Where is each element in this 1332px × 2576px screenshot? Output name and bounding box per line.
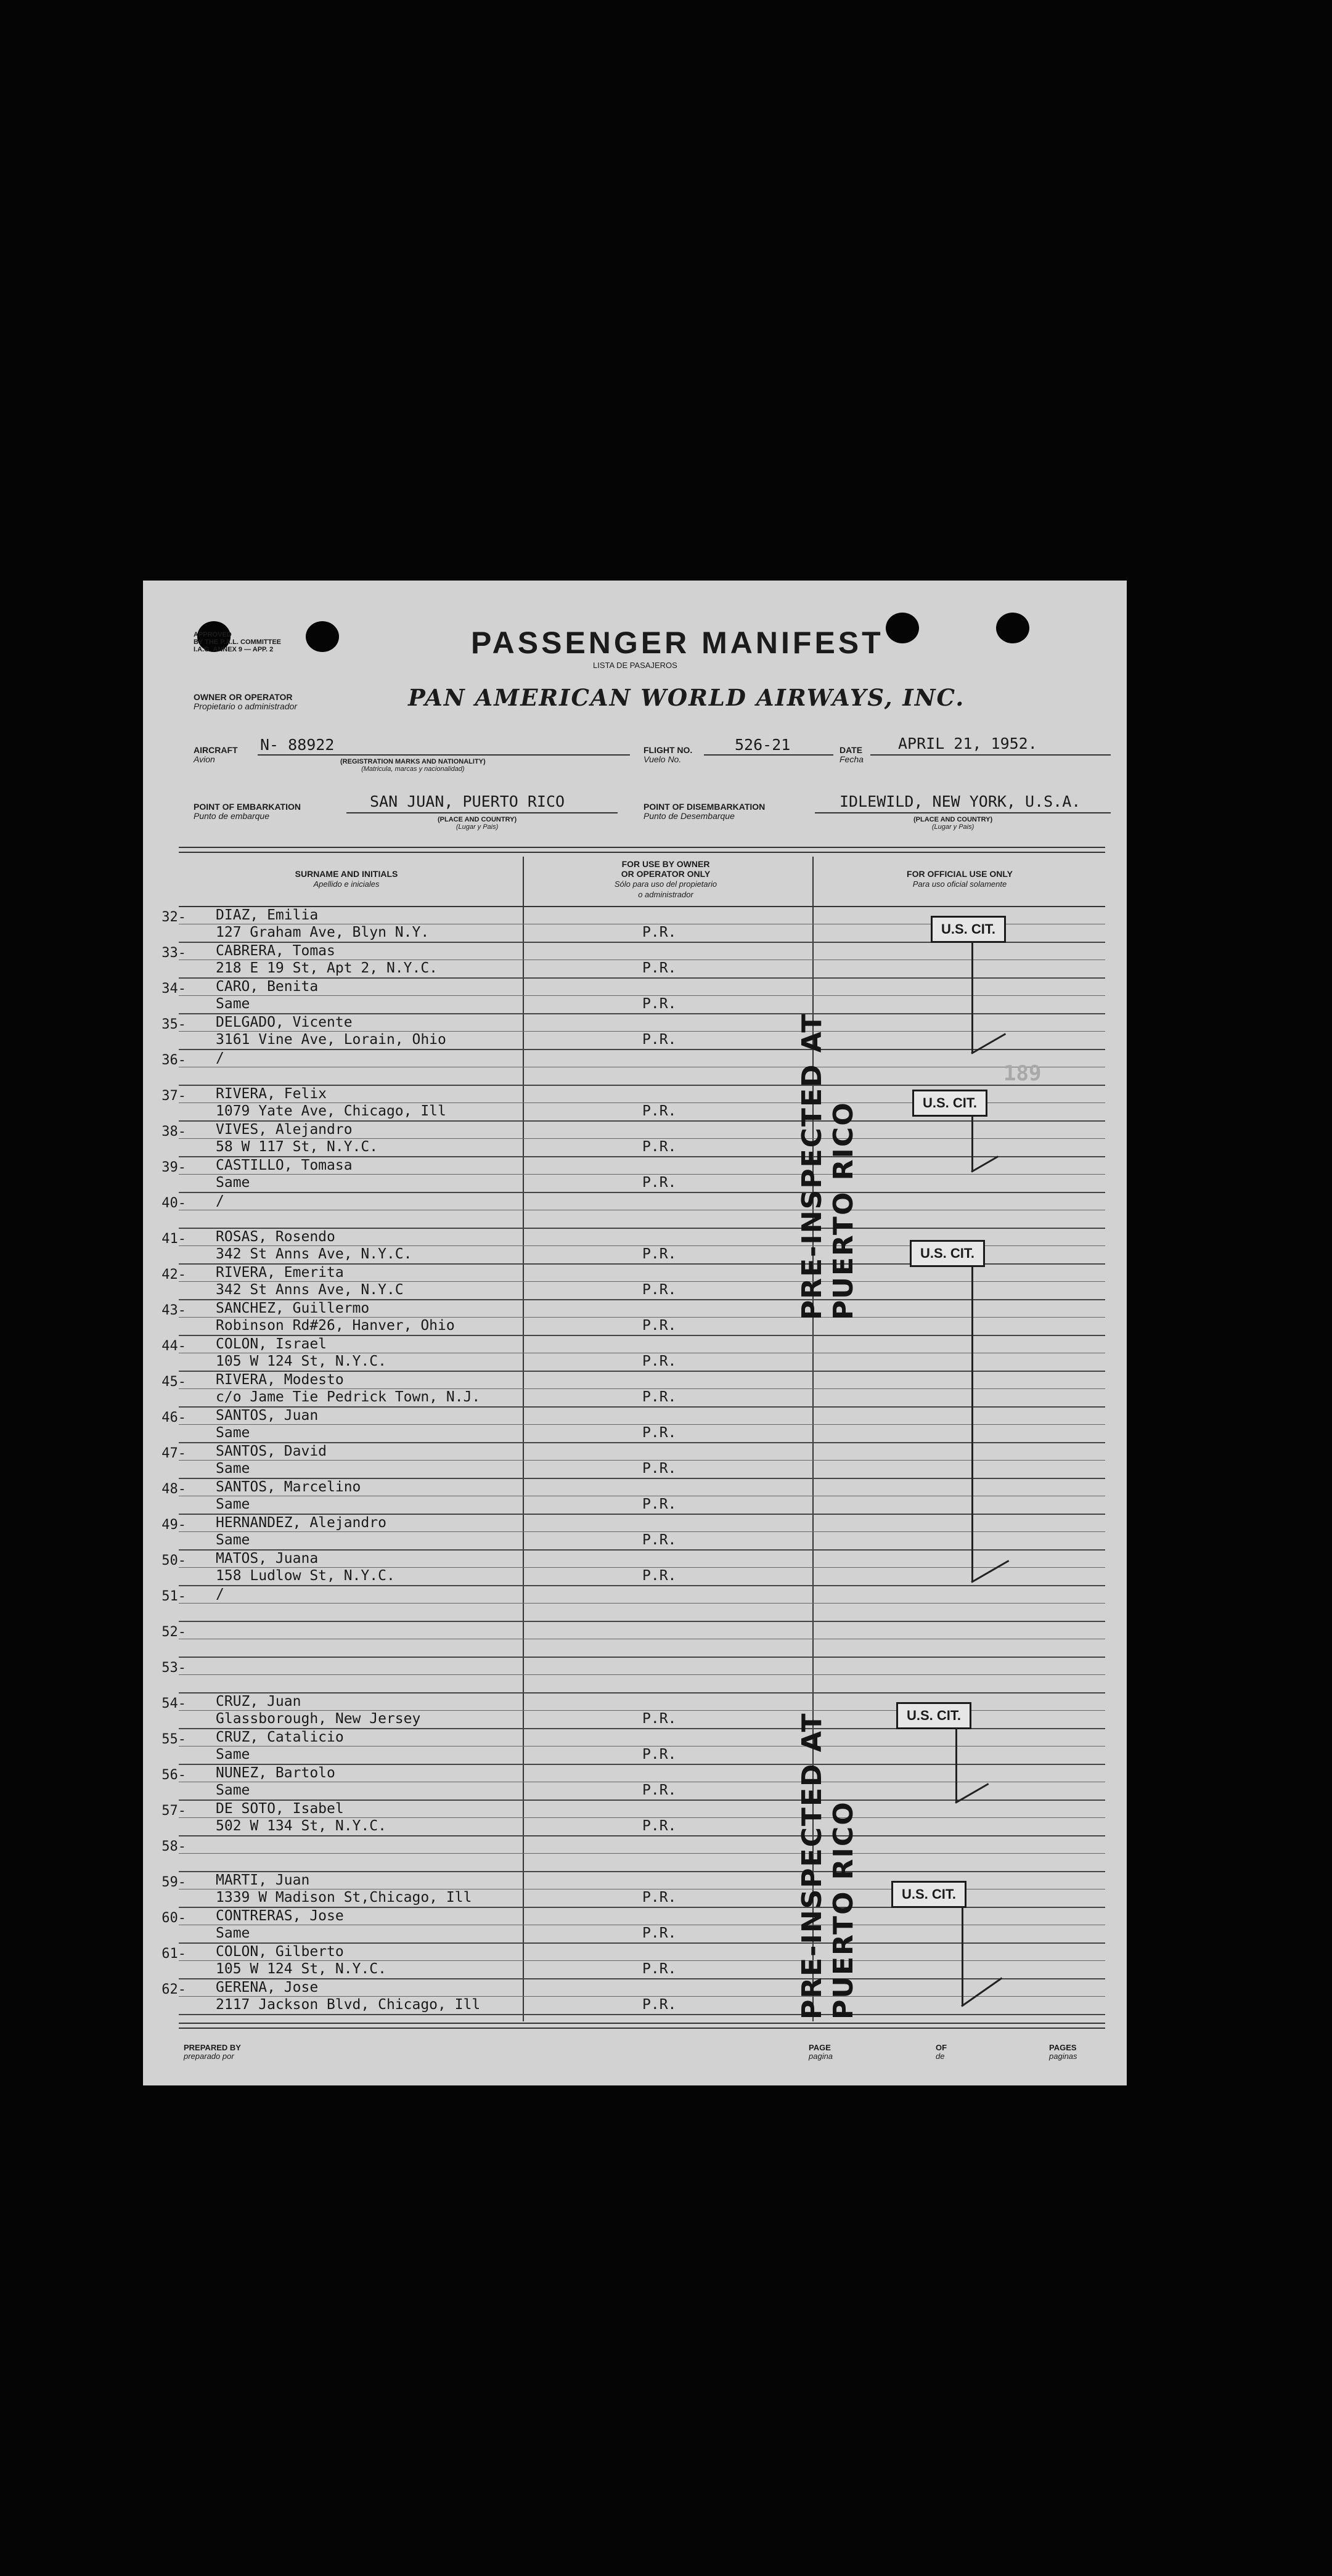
page-title: PASSENGER MANIFEST [471, 626, 884, 660]
row-divider [179, 2014, 1105, 2015]
row-number: 44- [161, 1339, 186, 1354]
bracket-tick [961, 1977, 1002, 2007]
row-divider [179, 1621, 1105, 1622]
aircraft-field-line [258, 754, 630, 756]
row-number: 50- [161, 1553, 186, 1568]
row-number: 56- [161, 1767, 186, 1783]
passenger-address: 342 St Anns Ave, N.Y.C [216, 1282, 404, 1298]
row-divider [179, 1049, 1105, 1050]
passenger-name: SANTOS, David [216, 1443, 327, 1459]
operator-mark: P.R. [642, 1782, 677, 1798]
operator-mark: P.R. [642, 1175, 677, 1191]
row-number: 33- [161, 945, 186, 961]
passenger-name: DELGADO, Vicente [216, 1014, 353, 1030]
us-cit-stamp: U.S. CIT. [896, 1702, 971, 1729]
page-subtitle: LISTA DE PASAJEROS [593, 661, 677, 670]
passenger-address: Glassborough, New Jersey [216, 1711, 421, 1727]
date-label: DATE Fecha [840, 745, 864, 764]
passenger-name: ROSAS, Rosendo [216, 1229, 335, 1245]
row-number: 48- [161, 1482, 186, 1497]
operator-mark: P.R. [642, 1818, 677, 1834]
passenger-address: 3161 Vine Ave, Lorain, Ohio [216, 1032, 446, 1048]
row-number: 42- [161, 1267, 186, 1282]
row-number: 60- [161, 1910, 186, 1926]
passenger-name: HERNANDEZ, Alejandro [216, 1515, 386, 1531]
operator-mark: P.R. [642, 1103, 677, 1119]
passenger-name: DE SOTO, Isabel [216, 1801, 344, 1817]
row-number: 40- [161, 1196, 186, 1211]
row-divider-mid [179, 1674, 1105, 1675]
operator-mark: P.R. [642, 1139, 677, 1155]
bracket-line [971, 1115, 973, 1171]
bracket-line [962, 1907, 963, 2005]
passenger-name: / [216, 1193, 224, 1209]
passenger-address: Same [216, 1425, 250, 1441]
passenger-address: 127 Graham Ave, Blyn N.Y. [216, 924, 430, 940]
row-number: 37- [161, 1088, 186, 1104]
row-number: 51- [161, 1589, 186, 1604]
row-number: 41- [161, 1231, 186, 1247]
passenger-name: RIVERA, Felix [216, 1086, 327, 1102]
passenger-address: Same [216, 1747, 250, 1763]
aircraft-label: AIRCRAFT Avion [194, 745, 238, 764]
passenger-address: 218 E 19 St, Apt 2, N.Y.C. [216, 960, 438, 976]
operator-mark: P.R. [642, 1032, 677, 1048]
row-divider [179, 1835, 1105, 1836]
row-number: 32- [161, 910, 186, 925]
row-divider [179, 1871, 1105, 1872]
row-divider [179, 1692, 1105, 1694]
flight-label: FLIGHT NO. Vuelo No. [644, 745, 693, 764]
bracket-tick [971, 1033, 1006, 1054]
passenger-address: Robinson Rd#26, Hanver, Ohio [216, 1318, 455, 1334]
row-number: 57- [161, 1803, 186, 1819]
row-number: 36- [161, 1053, 186, 1068]
embark-field-line [346, 812, 618, 813]
row-number: 54- [161, 1696, 186, 1711]
operator-mark: P.R. [642, 1282, 677, 1298]
punch-hole [886, 613, 919, 643]
table-bottom-rule-2 [179, 2028, 1105, 2029]
passenger-address: Same [216, 1496, 250, 1512]
row-divider [179, 1192, 1105, 1193]
row-number: 59- [161, 1875, 186, 1890]
punch-hole [306, 621, 339, 652]
passenger-name: CARO, Benita [216, 979, 319, 995]
passenger-name: RIVERA, Modesto [216, 1372, 344, 1388]
passenger-address: 342 St Anns Ave, N.Y.C. [216, 1246, 412, 1262]
approval-committee: BY THE P.A.L. COMMITTEE [194, 638, 281, 646]
row-number: 39- [161, 1160, 186, 1175]
operator-mark: P.R. [642, 1747, 677, 1763]
embark-value: SAN JUAN, PUERTO RICO [370, 793, 565, 810]
page-label: PAGE pagina [809, 2043, 833, 2061]
passenger-name: MATOS, Juana [216, 1551, 319, 1567]
bracket-tick [971, 1560, 1009, 1583]
embark-label: POINT OF EMBARKATION Punto de embarque [194, 802, 301, 821]
passenger-name: COLON, Israel [216, 1336, 327, 1352]
passenger-address: Same [216, 1925, 250, 1941]
disembark-place-note: (PLACE AND COUNTRY) (Lugar y Pais) [913, 816, 993, 831]
bracket-line [955, 1728, 957, 1802]
row-number: 38- [161, 1124, 186, 1139]
row-number: 43- [161, 1303, 186, 1318]
us-cit-stamp: U.S. CIT. [912, 1090, 987, 1117]
bracket-tick [971, 1156, 999, 1173]
column-head-owner: FOR USE BY OWNER OR OPERATOR ONLY Sólo para uso del propietario o administrador [614, 859, 717, 899]
row-divider [179, 1657, 1105, 1658]
passenger-name: DIAZ, Emilia [216, 907, 319, 923]
passenger-name: CRUZ, Juan [216, 1694, 301, 1710]
airline-name: PAN AMERICAN WORLD AIRWAYS, INC. [408, 684, 965, 711]
passenger-address: 105 W 124 St, N.Y.C. [216, 1353, 386, 1369]
prepared-by-label: PREPARED BY preparado por [184, 2043, 241, 2061]
manifest-sheet [143, 581, 1127, 2085]
row-number: 53- [161, 1660, 186, 1676]
row-divider-mid [179, 1603, 1105, 1604]
table-bottom-rule [179, 2023, 1105, 2024]
row-number: 58- [161, 1839, 186, 1854]
of-label: OF de [936, 2043, 947, 2061]
us-cit-stamp: U.S. CIT. [931, 916, 1006, 943]
passenger-name: SANTOS, Juan [216, 1408, 319, 1424]
row-number: 46- [161, 1410, 186, 1425]
passenger-address: 502 W 134 St, N.Y.C. [216, 1818, 386, 1834]
operator-mark: P.R. [642, 1353, 677, 1369]
operator-mark: P.R. [642, 1889, 677, 1906]
operator-mark: P.R. [642, 1496, 677, 1512]
row-number: 55- [161, 1732, 186, 1747]
disembark-value: IDLEWILD, NEW YORK, U.S.A. [840, 793, 1081, 810]
row-number: 52- [161, 1624, 186, 1640]
bracket-line [971, 942, 973, 1053]
operator-mark: P.R. [642, 1925, 677, 1941]
passenger-name: MARTI, Juan [216, 1872, 310, 1888]
row-number: 34- [161, 981, 186, 997]
row-number: 35- [161, 1017, 186, 1032]
approval-label: APPROVED [194, 631, 232, 638]
row-divider [179, 1585, 1105, 1586]
operator-mark: P.R. [642, 1568, 677, 1584]
preinspected-stamp-upper: PRE-INSPECTED AT PUERTO RICO [796, 1013, 859, 1320]
column-head-official: FOR OFFICIAL USE ONLY Para uso oficial solamente [907, 869, 1013, 889]
passenger-name: SANTOS, Marcelino [216, 1479, 361, 1495]
disembark-label: POINT OF DISEMBARKATION Punto de Desembarque [644, 802, 766, 821]
us-cit-stamp: U.S. CIT. [891, 1881, 966, 1908]
passenger-name: VIVES, Alejandro [216, 1122, 353, 1138]
row-number: 62- [161, 1982, 186, 1997]
operator-mark: P.R. [642, 1318, 677, 1334]
passenger-name: CONTRERAS, Jose [216, 1908, 344, 1924]
passenger-name: SANCHEZ, Guillermo [216, 1300, 370, 1316]
column-head-name: SURNAME AND INITIALS Apellido e iniciales [295, 869, 398, 889]
passenger-address: 2117 Jackson Blvd, Chicago, Ill [216, 1997, 481, 2013]
row-number: 61- [161, 1946, 186, 1962]
row-divider-mid [179, 1853, 1105, 1854]
us-cit-stamp: U.S. CIT. [910, 1240, 985, 1267]
row-number: 45- [161, 1374, 186, 1390]
passenger-name: / [216, 1050, 224, 1066]
table-top-rule [179, 847, 1105, 848]
disembark-field-line [815, 812, 1111, 813]
flight-value: 526-21 [735, 736, 791, 754]
operator-mark: P.R. [642, 1425, 677, 1441]
operator-mark: P.R. [642, 1997, 677, 2013]
punch-hole [996, 613, 1029, 643]
passenger-address: Same [216, 1175, 250, 1191]
approval-ref: I.A.G. ANNEX 9 — APP. 2 [194, 646, 274, 653]
operator-mark: P.R. [642, 1711, 677, 1727]
preinspected-stamp-lower: PRE-INSPECTED AT PUERTO RICO [796, 1712, 859, 2020]
passenger-address: 1079 Yate Ave, Chicago, Ill [216, 1103, 446, 1119]
passenger-name: / [216, 1586, 224, 1602]
embark-place-note: (PLACE AND COUNTRY) (Lugar y Pais) [438, 816, 517, 831]
passenger-name: CABRERA, Tomas [216, 943, 335, 959]
date-field-line [870, 754, 1111, 756]
passenger-name: RIVERA, Emerita [216, 1265, 344, 1281]
passenger-address: Same [216, 1532, 250, 1548]
aircraft-note: (REGISTRATION MARKS AND NATIONALITY) (Matricula, marcas y nacionalidad) [340, 758, 486, 773]
flight-field-line [704, 754, 833, 756]
passenger-address: 1339 W Madison St,Chicago, Ill [216, 1889, 472, 1906]
date-value: APRIL 21, 1952. [898, 735, 1037, 752]
passenger-name: GERENA, Jose [216, 1979, 319, 1995]
bracket-line [971, 1267, 973, 1581]
pages-label: PAGES paginas [1049, 2043, 1077, 2061]
passenger-name: CRUZ, Catalicio [216, 1729, 344, 1745]
operator-mark: P.R. [642, 1389, 677, 1405]
row-number: 47- [161, 1446, 186, 1461]
table-top-rule-2 [179, 852, 1105, 853]
operator-mark: P.R. [642, 924, 677, 940]
passenger-address: Same [216, 996, 250, 1012]
passenger-address: 105 W 124 St, N.Y.C. [216, 1961, 386, 1977]
operator-mark: P.R. [642, 1961, 677, 1977]
operator-mark: P.R. [642, 960, 677, 976]
row-number: 49- [161, 1517, 186, 1533]
passenger-address: Same [216, 1461, 250, 1477]
passenger-address: 58 W 117 St, N.Y.C. [216, 1139, 378, 1155]
operator-mark: P.R. [642, 1246, 677, 1262]
passenger-name: COLON, Gilberto [216, 1944, 344, 1960]
passenger-address: Same [216, 1782, 250, 1798]
operator-mark: P.R. [642, 1532, 677, 1548]
operator-mark: P.R. [642, 996, 677, 1012]
passenger-name: CASTILLO, Tomasa [216, 1157, 353, 1173]
passenger-name: NUNEZ, Bartolo [216, 1765, 335, 1781]
passenger-address: 158 Ludlow St, N.Y.C. [216, 1568, 395, 1584]
aircraft-value: N- 88922 [260, 736, 335, 754]
owner-label: OWNER OR OPERATOR Propietario o administrador [194, 692, 298, 711]
page-number: 189 [1003, 1061, 1042, 1086]
approval-block [194, 631, 281, 653]
operator-mark: P.R. [642, 1461, 677, 1477]
passenger-address: c/o Jame Tie Pedrick Town, N.J. [216, 1389, 481, 1405]
